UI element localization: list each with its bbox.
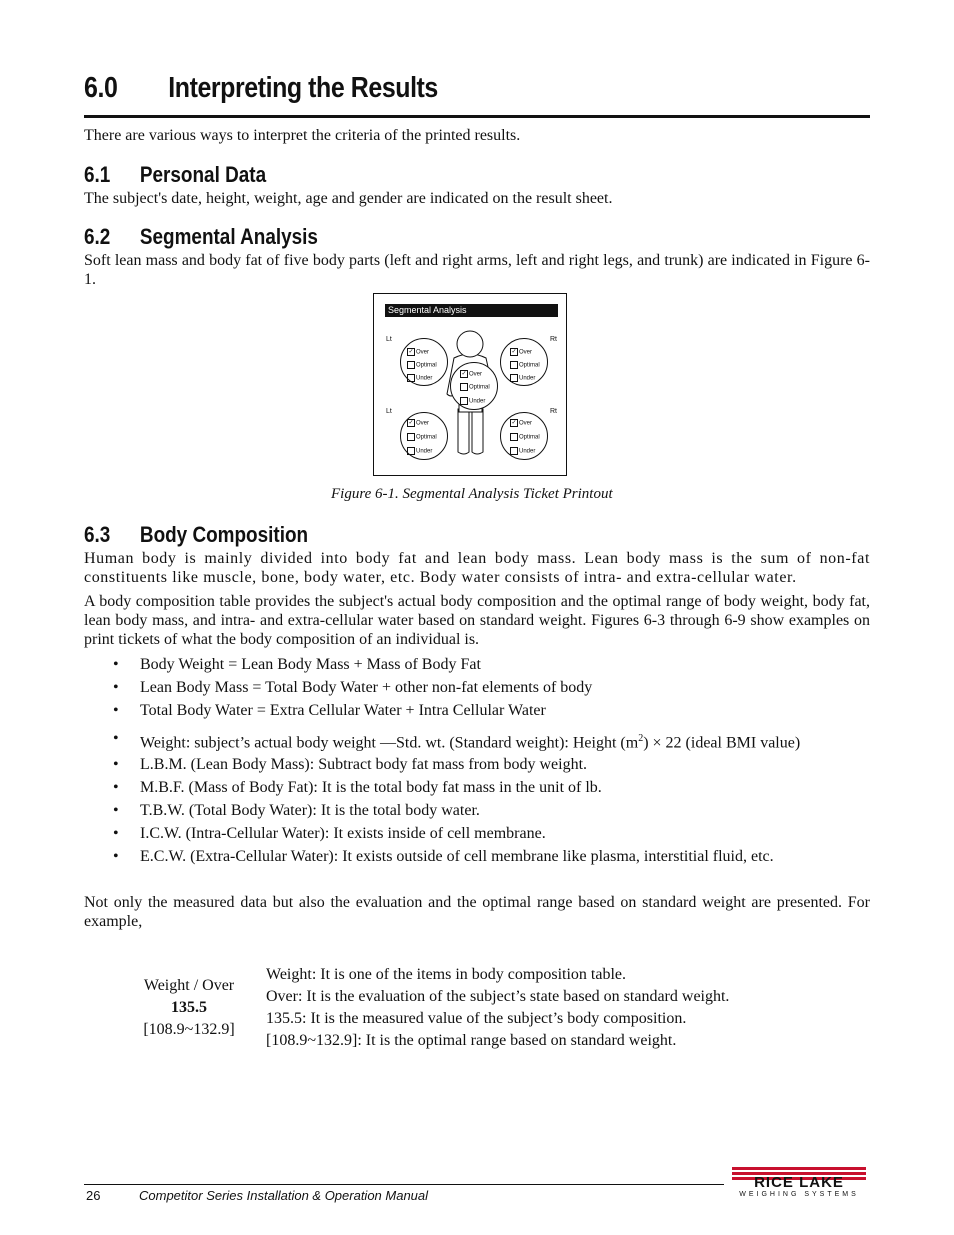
list-item-weight <box>84 729 870 755</box>
checkbox-icon <box>460 383 468 391</box>
left-arm-circle <box>400 338 448 386</box>
checkbox-icon <box>407 361 415 369</box>
manual-title: Competitor Series Installation & Operation Manual <box>139 1188 429 1203</box>
option-optimal <box>407 361 437 370</box>
list-item: • E.C.W. (Extra-Cellular Water): It exists outside of cell membrane like plasma, interstitial fluid, etc. <box>84 847 870 870</box>
list-item: • T.B.W. (Total Body Water): It is the total body water. <box>84 801 870 824</box>
checked-box-icon: ✓ <box>408 420 414 426</box>
logo-subtext: WEIGHING SYSTEMS <box>739 1191 859 1198</box>
list-item: • M.B.F. (Mass of Body Fat): It is the total body fat mass in the unit of lb. <box>84 778 870 801</box>
heading-rule <box>84 115 870 118</box>
section-title: Body Composition <box>139 522 309 547</box>
figure-caption: Figure 6-1. Segmental Analysis Ticket Printout <box>331 486 613 502</box>
list-item: • L.B.M. (Lean Body Mass): Subtract body fat mass from body weight. <box>84 755 870 778</box>
checkbox-icon <box>460 397 468 405</box>
option-label: Optimal <box>416 434 437 441</box>
section-number: 6.3 <box>84 522 111 547</box>
weight-text-a: Weight: subject’s actual body weight —Std. wt. (Standard weight): Height (m <box>140 734 639 752</box>
checkbox-icon <box>510 374 518 382</box>
option-label: Optimal <box>416 362 437 369</box>
checkbox-icon <box>510 447 518 455</box>
checked-box-icon: ✓ <box>408 349 414 355</box>
checkbox-icon <box>407 447 415 455</box>
segmental-analysis-figure <box>373 293 567 476</box>
list-item: • Lean Body Mass = Total Body Water + other non-fat elements of body <box>84 678 870 701</box>
example-range: [108.9~132.9] <box>143 1021 235 1038</box>
option-label: Under <box>469 398 486 405</box>
label-left-upper: Lt <box>386 336 392 343</box>
option-over <box>510 348 532 357</box>
option-label: Under <box>416 375 433 382</box>
option-under <box>510 374 535 383</box>
logo-text: RICE LAKE <box>754 1174 844 1191</box>
option-label: Optimal <box>469 384 490 391</box>
option-under <box>407 447 432 456</box>
option-under <box>407 374 432 383</box>
definition-list <box>84 729 870 870</box>
option-label: Over <box>416 420 430 427</box>
option-label: Optimal <box>519 362 540 369</box>
formula-list <box>84 655 870 724</box>
body-composition-paragraph-1: Human body is mainly divided into body fat and lean body mass. Lean body mass is the sum of non-fat constituents like muscle, bone, body water, etc. Body water consists of intra- and extra-cellular water. <box>84 550 870 586</box>
section-heading-6-2 <box>84 224 318 250</box>
list-item: • Total Body Water = Extra Cellular Water + Intra Cellular Water <box>84 701 870 724</box>
left-leg-circle <box>400 412 448 460</box>
checkbox-icon <box>407 374 415 382</box>
section-heading-6-1 <box>84 162 266 188</box>
checkbox-icon <box>510 361 518 369</box>
section-heading-6-3 <box>84 522 308 548</box>
evaluation-paragraph: Not only the measured data but also the evaluation and the optimal range based on standard weight are presented. For example, <box>84 894 870 930</box>
option-label: Under <box>519 375 536 382</box>
section-number: 6.2 <box>84 224 111 249</box>
example-reading <box>129 975 249 1041</box>
checkbox-icon <box>510 433 518 441</box>
option-optimal <box>510 433 540 442</box>
option-label: Under <box>519 448 536 455</box>
right-leg-circle <box>500 412 548 460</box>
option-optimal <box>510 361 540 370</box>
checkbox-icon <box>407 433 415 441</box>
trunk-circle <box>450 362 498 410</box>
personal-data-paragraph: The subject's date, height, weight, age and gender are indicated on the result sheet. <box>84 190 613 207</box>
option-optimal <box>407 433 437 442</box>
chapter-heading <box>84 72 438 105</box>
option-over <box>407 348 429 357</box>
checked-box-icon: ✓ <box>461 371 467 377</box>
example-value: 135.5 <box>171 999 207 1016</box>
chapter-title: Interpreting the Results <box>168 72 438 104</box>
option-label: Optimal <box>519 434 540 441</box>
checked-box-icon: ✓ <box>511 349 517 355</box>
option-optimal <box>460 383 490 392</box>
list-item: • I.C.W. (Intra-Cellular Water): It exists inside of cell membrane. <box>84 824 870 847</box>
explanation-line: 135.5: It is the measured value of the subject’s body composition. <box>266 1010 687 1027</box>
footer-rule <box>84 1184 724 1185</box>
superscript: 2 <box>638 733 644 744</box>
body-composition-paragraph-2: A body composition table provides the subject's actual body composition and the optimal range of body weight, body fat, lean body mass, and intra- and extra-cellular water based on standard weight. Figures 6-3 through 6-9 show examples on print tickets of what the body composition of an individual is. <box>84 593 870 648</box>
option-label: Over <box>416 349 430 356</box>
option-label: Under <box>416 448 433 455</box>
page-number: 26 <box>86 1188 101 1203</box>
option-label: Over <box>519 349 533 356</box>
label-left-lower: Lt <box>386 408 392 415</box>
rice-lake-logo <box>730 1166 868 1202</box>
figure-bar-title: Segmental Analysis <box>388 305 467 315</box>
label-right-upper: Rt <box>550 336 557 343</box>
label-right-lower: Rt <box>550 408 557 415</box>
section-title: Personal Data <box>139 162 267 187</box>
right-arm-circle <box>500 338 548 386</box>
list-item: • Body Weight = Lean Body Mass + Mass of Body Fat <box>84 655 870 678</box>
intro-paragraph: There are various ways to interpret the criteria of the printed results. <box>84 127 521 144</box>
option-under <box>460 397 485 406</box>
option-label: Over <box>469 371 483 378</box>
section-title: Segmental Analysis <box>139 224 318 249</box>
option-under <box>510 447 535 456</box>
example-explanation <box>266 964 729 1052</box>
option-over <box>510 419 532 428</box>
chapter-number: 6.0 <box>84 72 118 104</box>
example-label: Weight / Over <box>143 977 235 994</box>
option-over <box>407 419 429 428</box>
section-number: 6.1 <box>84 162 111 187</box>
option-over <box>460 370 482 379</box>
explanation-line: [108.9~132.9]: It is the optimal range based on standard weight. <box>266 1032 677 1049</box>
explanation-line: Weight: It is one of the items in body composition table. <box>266 966 626 983</box>
explanation-line: Over: It is the evaluation of the subject’s state based on standard weight. <box>266 988 730 1005</box>
weight-text-b: ) × 22 (ideal BMI value) <box>643 734 801 752</box>
option-label: Over <box>519 420 533 427</box>
checked-box-icon: ✓ <box>511 420 517 426</box>
segmental-analysis-paragraph: Soft lean mass and body fat of five body parts (left and right arms, left and right legs, and trunk) are indicated in Figure 6-1. <box>84 252 870 288</box>
